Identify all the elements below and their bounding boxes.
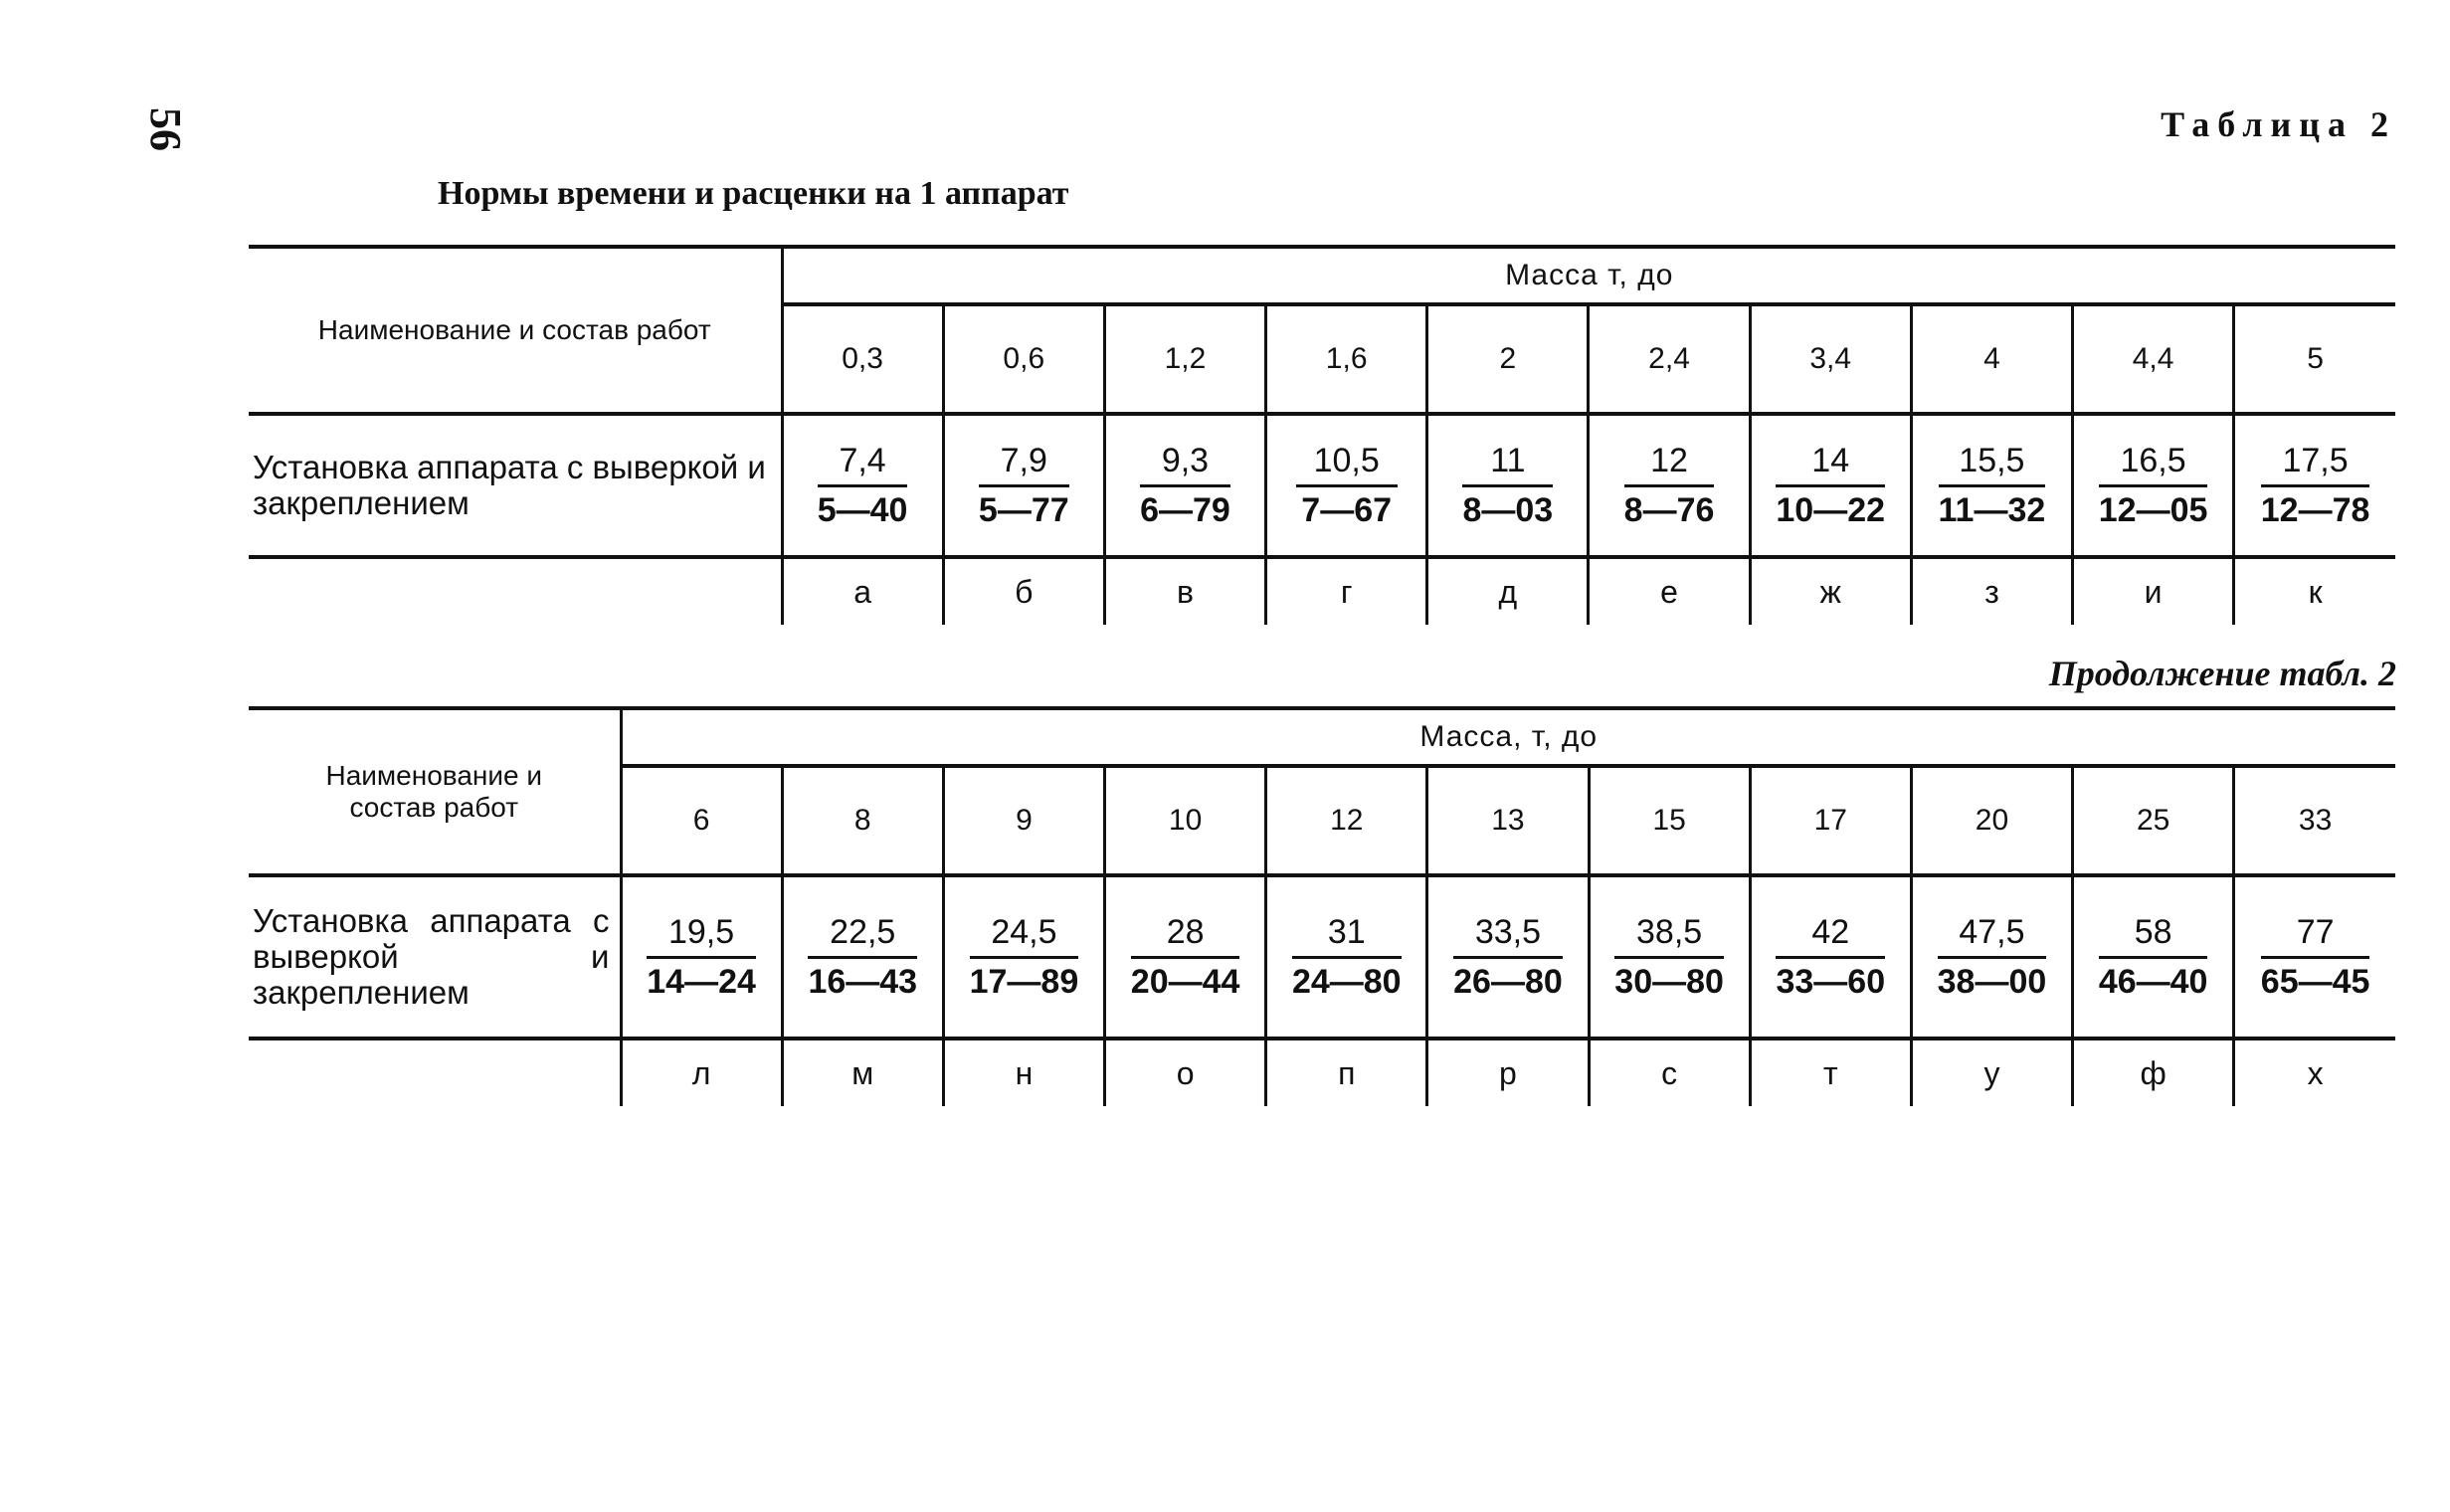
column-letter: к [2308, 573, 2323, 610]
rate-fraction [970, 913, 1079, 1002]
price-rate: 12—78 [2260, 490, 2370, 529]
column-letter: а [782, 557, 943, 625]
rate-cell [1266, 875, 1427, 1039]
rate-fraction [1462, 442, 1553, 530]
name-header: Наименование и состав работ [249, 708, 621, 875]
rate-cell [2073, 414, 2234, 557]
mass-value: 17 [1750, 766, 1911, 875]
mass-value: 12 [1266, 766, 1427, 875]
time-norm: 7,9 [979, 442, 1069, 487]
column-letter: и [2073, 557, 2234, 625]
column-letter: с [1589, 1039, 1750, 1106]
time-norm: 47,5 [1938, 913, 2047, 959]
column-letter: о [1105, 1039, 1266, 1106]
rate-cell [1589, 875, 1750, 1039]
table-label: Таблица 2 [2161, 104, 2396, 144]
rate-cell [1105, 875, 1266, 1039]
rate-cell [943, 414, 1104, 557]
time-norm: 38,5 [1614, 913, 1724, 959]
price-rate: 8—03 [1462, 490, 1554, 529]
rate-cell [2073, 875, 2234, 1039]
time-norm: 14 [1776, 442, 1885, 487]
mass-header: Масса, т, до [621, 708, 2395, 766]
table-title: Нормы времени и расценки на 1 аппарат [438, 175, 1069, 212]
time-norm: 77 [2261, 913, 2370, 959]
column-letter: ф [2073, 1039, 2234, 1106]
rate-cell [1750, 875, 1911, 1039]
rate-fraction [1776, 913, 1885, 1002]
rate-fraction [1624, 442, 1715, 530]
mass-value: 0,6 [943, 304, 1104, 414]
price-rate: 46—40 [2098, 962, 2208, 1001]
mass-value: 5 [2234, 304, 2395, 414]
mass-value: 33 [2234, 766, 2395, 875]
mass-value: 10 [1105, 766, 1266, 875]
time-norm: 16,5 [2099, 442, 2208, 487]
price-rate: 33—60 [1776, 962, 1886, 1001]
mass-value: 1,6 [1266, 304, 1427, 414]
rate-cell [1104, 414, 1265, 557]
rate-fraction [1131, 913, 1240, 1002]
column-letter: е [1589, 557, 1750, 625]
rate-fraction [1614, 913, 1724, 1002]
column-letter: п [1266, 1039, 1427, 1106]
mass-value: 20 [1911, 766, 2072, 875]
work-description: Установка аппарата с выверкой и закреплением [249, 414, 782, 557]
column-letter: р [1427, 1039, 1589, 1106]
time-norm: 42 [1776, 913, 1885, 959]
column-letter: л [621, 1039, 782, 1106]
rate-cell [1427, 875, 1589, 1039]
data-row [249, 414, 2395, 557]
letter-row [249, 1039, 2395, 1106]
price-rate: 38—00 [1937, 962, 2047, 1001]
data-row [249, 875, 2395, 1039]
rate-fraction [647, 913, 756, 1002]
mass-value: 0,3 [782, 304, 943, 414]
rate-cell [782, 414, 943, 557]
rate-cell [621, 875, 782, 1039]
column-letter: м [782, 1039, 943, 1106]
price-rate: 14—24 [647, 962, 756, 1001]
price-rate: 11—32 [1938, 490, 2046, 529]
price-rate: 6—79 [1140, 490, 1230, 529]
mass-value: 6 [621, 766, 782, 875]
column-letter: з [1911, 557, 2072, 625]
price-rate: 10—22 [1776, 490, 1886, 529]
time-norm: 11 [1462, 442, 1553, 487]
rate-fraction [1939, 442, 2046, 530]
norms-table-1 [249, 245, 2395, 625]
norms-table-2 [249, 706, 2395, 1106]
column-letter: х [2307, 1054, 2324, 1091]
column-letter: у [1911, 1039, 2072, 1106]
rate-cell [1266, 414, 1427, 557]
rate-cell [2234, 875, 2395, 1039]
time-norm: 9,3 [1140, 442, 1230, 487]
column-letter: н [943, 1039, 1104, 1106]
column-letter: г [1266, 557, 1427, 625]
mass-value: 4,4 [2073, 304, 2234, 414]
mass-value: 3,4 [1750, 304, 1911, 414]
column-letter: б [943, 557, 1104, 625]
rate-fraction [2099, 442, 2208, 530]
time-norm: 58 [2099, 913, 2208, 959]
rate-fraction [818, 442, 908, 530]
rate-fraction [1453, 913, 1563, 1002]
price-rate: 8—76 [1623, 490, 1715, 529]
mass-value: 25 [2073, 766, 2234, 875]
time-norm: 19,5 [647, 913, 756, 959]
name-header: Наименование и состав работ [249, 247, 782, 414]
time-norm: 28 [1131, 913, 1240, 959]
mass-value: 2,4 [1589, 304, 1750, 414]
rate-cell [1427, 414, 1589, 557]
rate-fraction [1140, 442, 1230, 530]
rate-fraction [2261, 913, 2370, 1002]
letter-row [249, 557, 2395, 625]
price-rate: 24—80 [1291, 962, 1402, 1001]
price-rate: 17—89 [969, 962, 1079, 1001]
rate-fraction [979, 442, 1069, 530]
column-letter: т [1750, 1039, 1911, 1106]
price-rate: 26—80 [1453, 962, 1563, 1001]
mass-value: 1,2 [1104, 304, 1265, 414]
time-norm: 10,5 [1296, 442, 1398, 487]
letter-row-spacer [249, 557, 782, 625]
column-letter: д [1427, 557, 1589, 625]
mass-value: 8 [782, 766, 943, 875]
price-rate: 12—05 [2098, 490, 2208, 529]
time-norm: 24,5 [970, 913, 1079, 959]
mass-value: 15 [1589, 766, 1750, 875]
time-norm: 12 [1624, 442, 1715, 487]
time-norm: 17,5 [2261, 442, 2370, 487]
rate-fraction [808, 913, 917, 1002]
mass-value: 13 [1427, 766, 1589, 875]
rate-fraction [2099, 913, 2208, 1002]
price-rate: 16—43 [808, 962, 918, 1001]
rate-fraction [1938, 913, 2047, 1002]
time-norm: 15,5 [1939, 442, 2046, 487]
time-norm: 22,5 [808, 913, 917, 959]
mass-value: 4 [1911, 304, 2072, 414]
rate-fraction [1776, 442, 1885, 530]
price-rate: 65—45 [2260, 962, 2370, 1001]
price-rate: 5—40 [817, 490, 908, 529]
column-letter: ж [1750, 557, 1911, 625]
continuation-label: Продолжение табл. 2 [2048, 654, 2396, 693]
rate-fraction [1296, 442, 1398, 530]
work-description: Установка аппарата с выверкой и закреплением [249, 875, 621, 1039]
price-rate: 5—77 [978, 490, 1069, 529]
rate-cell [1911, 414, 2072, 557]
letter-row-spacer [249, 1039, 621, 1106]
price-rate: 30—80 [1614, 962, 1724, 1001]
mass-header: Масса т, до [782, 247, 2395, 304]
rate-fraction [1292, 913, 1402, 1002]
rate-cell [2234, 414, 2395, 557]
rate-cell [1589, 414, 1750, 557]
column-letter: в [1104, 557, 1265, 625]
rate-cell [782, 875, 943, 1039]
time-norm: 7,4 [818, 442, 908, 487]
time-norm: 33,5 [1453, 913, 1563, 959]
price-rate: 7—67 [1301, 490, 1393, 529]
mass-value: 2 [1427, 304, 1589, 414]
price-rate: 20—44 [1130, 962, 1240, 1001]
rate-cell [1911, 875, 2072, 1039]
mass-value: 9 [943, 766, 1104, 875]
rate-fraction [2261, 442, 2370, 530]
time-norm: 31 [1292, 913, 1402, 959]
rate-cell [943, 875, 1104, 1039]
rate-cell [1750, 414, 1911, 557]
page-number: 56 [141, 107, 190, 151]
